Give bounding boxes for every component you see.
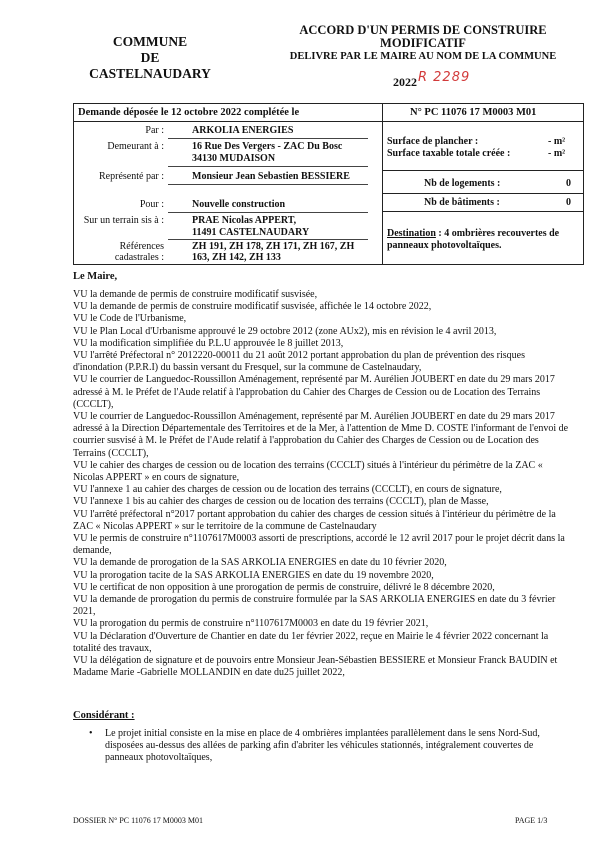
vu-item: VU l'arrêté Préfectoral n° 2012220-00011 du 21 août 2012 portant approbation du plan de prévention des risques d'inondation (P.P.R.I) du bassin versant du Fresquel, sur la commune de Castelnaudary,	[73, 350, 525, 374]
vu-item: VU le certificat de non opposition à une prorogation de permis de construire, délivré le 8 décembre 2020,	[73, 581, 495, 593]
le-maire-heading: Le Maire,	[73, 271, 118, 282]
terrain-line2: 11491 CASTELNAUDARY	[192, 227, 310, 238]
refs-line1: ZH 191, ZH 178, ZH 171, ZH 167, ZH	[192, 241, 355, 252]
terrain-label: Sur un terrain sis à :	[83, 215, 164, 226]
surface-plancher-value: - m²	[548, 136, 566, 147]
refs-label: Références cadastrales :	[114, 241, 164, 263]
demeurant-line2: 34130 MUDAISON	[192, 153, 276, 164]
vu-item: VU le courrier de Languedoc-Roussillon Aménagement, représenté par M. Aurélien JOUBERT en date du 29 mars 2017 adressé à la Direction Départementale des Territoires et de la Mer, à l'attention de Mme D. COSTE l'informant de l'envoi de courrier susvisé à M. le Préfet de l'Aude relatif à l'approbation du Cahier des Charges de Cession ou de Location des Terrains (CCCLT),	[73, 411, 569, 459]
vu-item: VU la Déclaration d'Ouverture de Chantier en date du 1er février 2022, reçue en Mairie le 4 février 2022 concernant la totalité des travaux,	[73, 630, 549, 654]
par-value: ARKOLIA ENERGIES	[192, 125, 294, 136]
pour-label: Pour :	[139, 199, 164, 210]
commune-line: COMMUNE	[112, 34, 188, 49]
handwritten-reference: R 2289	[418, 70, 471, 85]
divider	[168, 212, 368, 213]
vu-list	[73, 289, 573, 680]
divider	[382, 211, 584, 212]
vu-item: VU la prorogation tacite de la SAS ARKOLIA ENERGIES en date du 19 novembre 2020,	[73, 569, 434, 581]
surface-plancher-label: Surface de plancher :	[387, 136, 479, 147]
vu-item: VU le Plan Local d'Urbanisme approuvé le 29 octobre 2012 (zone AUx2), mis en révision le 4 avril 2013,	[73, 325, 497, 337]
divider	[382, 193, 584, 194]
logements-value: 0	[566, 178, 571, 189]
destination	[387, 228, 581, 252]
permit-number: N° PC 11076 17 M0003 M01	[410, 107, 537, 118]
par-label: Par :	[145, 125, 164, 136]
vu-item: VU le cahier des charges de cession ou de location des terrains (CCCLT) situés à l'intérieur du périmètre de la ZAC « Nicolas APPERT » en cours de signature,	[73, 459, 543, 484]
divider	[168, 184, 368, 185]
vu-item: VU la délégation de signature et de pouvoirs entre Monsieur Jean-Sébastien BESSIERE et Monsieur Franck BAUDIN et Madame Marie -Gabrielle MOLLANDIN en date du25 juillet 2022,	[73, 655, 558, 679]
vu-item: VU la demande de permis de construire modificatif susvisée,	[73, 289, 318, 300]
vu-item: VU l'arrêté préfectoral n°2017 portant approbation du cahier des charges de cession situés à l'intérieur du périmètre de la ZAC « Nicolas APPERT » sur le territoire de la commune de Castelnaudary	[73, 508, 556, 532]
pour-value: Nouvelle construction	[192, 199, 286, 210]
divider	[168, 239, 368, 240]
vu-item: VU le permis de construire n°1107617M0003 assorti de prescriptions, accordé le 12 avril 2017 pour le projet décrit dans la demande,	[73, 533, 565, 557]
bullet-icon: •	[89, 728, 93, 739]
vu-item: VU le Code de l'Urbanisme,	[73, 313, 187, 325]
commune-block	[80, 34, 220, 82]
divider	[73, 121, 584, 122]
divider	[382, 103, 383, 265]
logements-label: Nb de logements :	[424, 178, 501, 189]
considerant-text: Le projet initial consiste en la mise en place de 4 ombrières implantées parallèlement dans le sens Nord-Sud, disposées au-dessus des allées de parking afin d'abriter les véhicules stationnés, intégralement couvertes de panneaux photovoltaïques,	[105, 728, 540, 764]
represente-value: Monsieur Jean Sebastien BESSIERE	[192, 171, 350, 182]
represente-label: Représenté par :	[99, 171, 164, 182]
vu-item: VU la prorogation du permis de construire n°1107617M0003 en date du 19 février 2021,	[73, 618, 429, 630]
demeurant-label: Demeurant à :	[107, 141, 164, 152]
destination-label: Destination	[387, 228, 436, 239]
commune-line: CASTELNAUDARY	[89, 66, 211, 81]
vu-item: VU l'annexe 1 bis au cahier des charges de cession ou de location des terrains (CCCLT), plan de Masse,	[73, 496, 489, 508]
demeurant-line1: 16 Rue Des Vergers - ZAC Du Bosc	[192, 141, 343, 152]
vu-item: VU la demande de prorogation de la SAS ARKOLIA ENERGIES en date du 10 février 2020,	[73, 557, 447, 569]
terrain-line1: PRAE Nicolas APPERT,	[192, 215, 297, 226]
vu-item: VU l'annexe 1 au cahier des charges de cession ou de location des terrains (CCCLT), en cours de signature,	[73, 484, 502, 496]
divider	[382, 170, 584, 171]
surface-taxable-value: - m²	[548, 148, 566, 159]
year: 2022	[393, 75, 417, 89]
refs-line2: 163, ZH 142, ZH 133	[192, 252, 281, 263]
divider	[168, 138, 368, 139]
vu-item: VU la demande de prorogation du permis de construire formulée par la SAS ARKOLIA ENERGIES en date du 3 février 2021,	[73, 594, 556, 618]
vu-item: VU le courrier de Languedoc-Roussillon Aménagement, représenté par M. Aurélien JOUBERT en date du 29 mars 2017 adressé à M. le Préfet de l'Aude relatif à l'approbation du Cahier des Charges de Cession ou de Location des Terrains (CCCLT),	[73, 374, 555, 410]
batiments-label: Nb de bâtiments :	[424, 197, 500, 208]
title-line3: DELIVRE PAR LE MAIRE AU NOM DE LA COMMUNE	[289, 51, 557, 62]
surface-taxable-label: Surface taxable totale créée :	[387, 148, 511, 159]
divider	[168, 166, 368, 167]
title-line2: MODIFICATIF	[380, 36, 466, 50]
destination-value: : 4 ombrières recouvertes de panneaux photovoltaïques.	[387, 228, 560, 251]
demande-date: Demande déposée le 12 octobre 2022 complétée le	[78, 107, 300, 118]
footer-page: PAGE 1/3	[515, 816, 548, 825]
commune-line: DE	[140, 50, 160, 65]
footer-dossier: DOSSIER N° PC 11076 17 M0003 M01	[73, 816, 204, 825]
vu-item: VU la demande de permis de construire modificatif susvisée, affichée le 14 octobre 2022,	[73, 301, 432, 313]
considerant-heading: Considérant :	[73, 710, 135, 721]
title-line1: ACCORD D'UN PERMIS DE CONSTRUIRE	[299, 23, 547, 37]
vu-item: VU la modification simplifiée du P.L.U approuvée le 8 juillet 2013,	[73, 337, 344, 349]
document-title	[262, 24, 584, 63]
batiments-value: 0	[566, 197, 571, 208]
